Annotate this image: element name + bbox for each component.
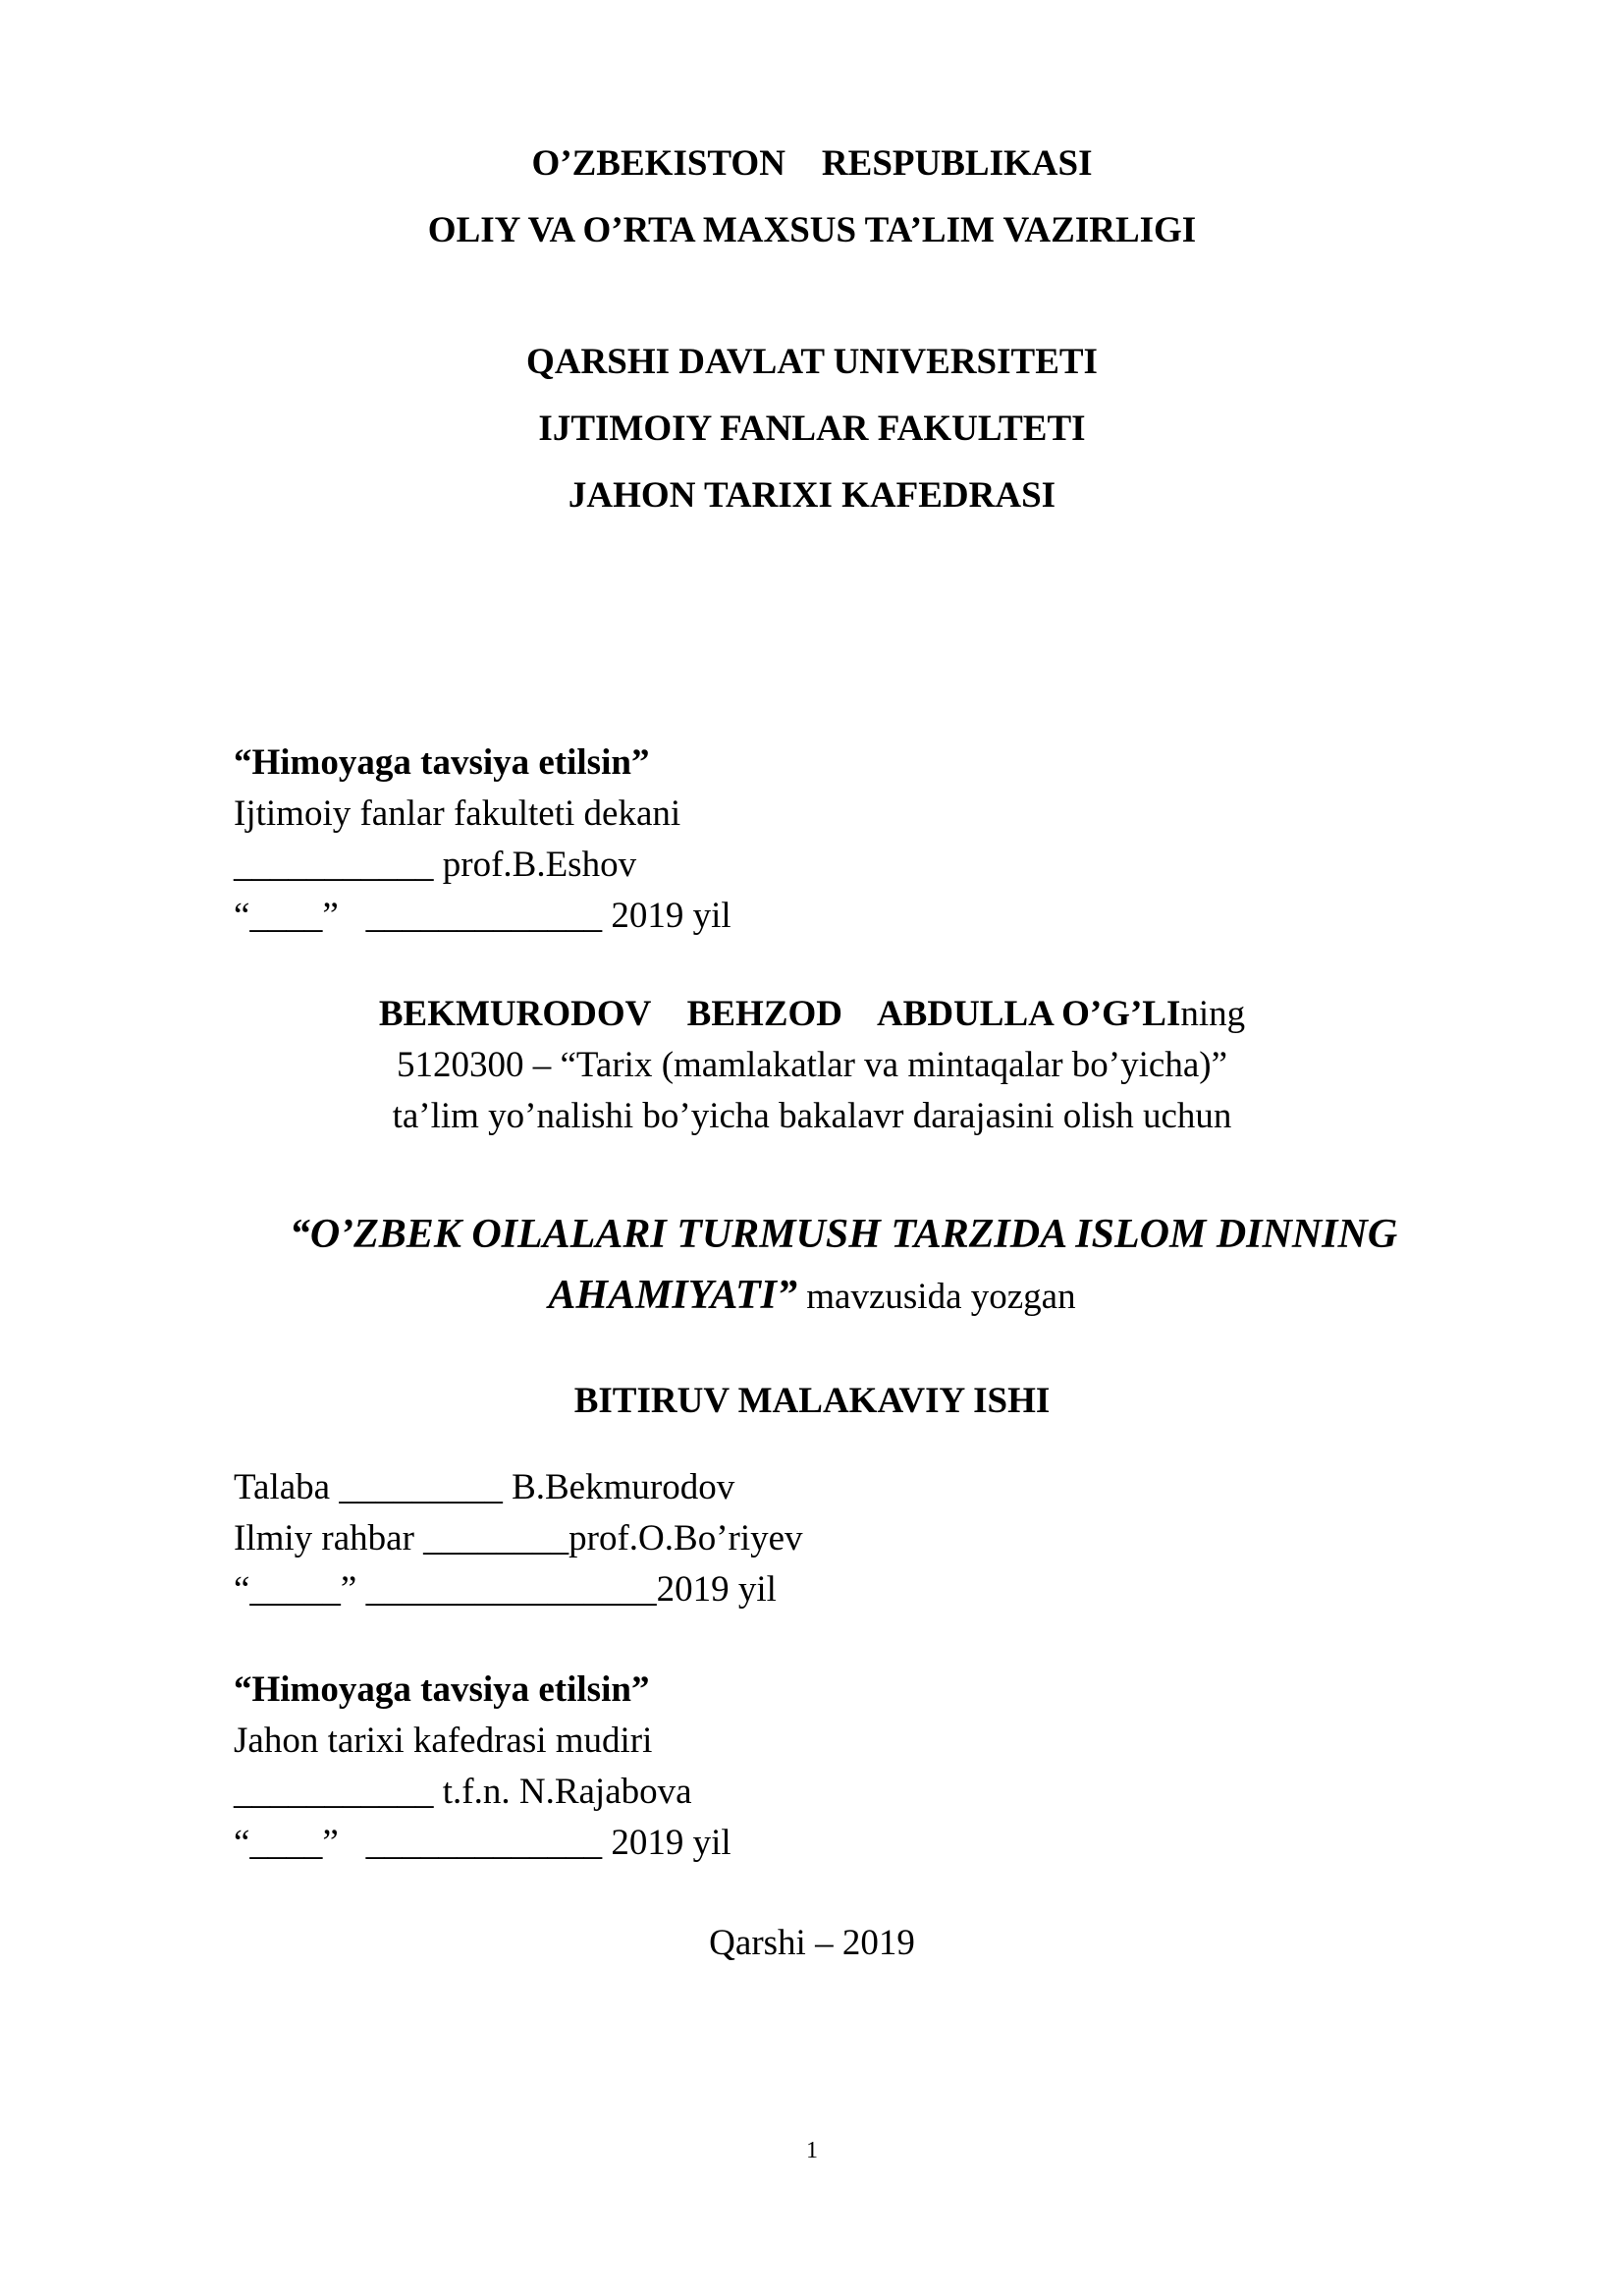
ministry-line-2: OLIY VA O’RTA MAXSUS TA’LIM VAZIRLIGI (427, 210, 1197, 250)
author-name-suffix: ning (1180, 994, 1246, 1034)
signatures-date: “_____” ________________2019 yil (234, 1569, 777, 1610)
ministry-line-1: O’ZBEKISTON RESPUBLIKASI (531, 143, 1093, 184)
dean-approval-heading: “Himoyaga tavsiya etilsin” (234, 742, 650, 783)
head-approval-date: “____” _____________ 2019 yil (234, 1823, 731, 1863)
head-position: Jahon tarixi kafedrasi mudiri (234, 1721, 653, 1761)
work-type: BITIRUV MALAKAVIY ISHI (573, 1381, 1051, 1421)
head-signature: ___________ t.f.n. N.Rajabova (234, 1772, 692, 1812)
university-name: QARSHI DAVLAT UNIVERSITETI (526, 342, 1098, 382)
place-year: Qarshi – 2019 (709, 1923, 915, 1963)
faculty-name: IJTIMOIY FANLAR FAKULTETI (538, 409, 1086, 449)
head-approval-heading: “Himoyaga tavsiya etilsin” (234, 1669, 650, 1710)
department-name: JAHON TARIXI KAFEDRASI (568, 475, 1056, 516)
dean-position: Ijtimoiy fanlar fakulteti dekani (234, 793, 681, 834)
student-signature: Talaba _________ B.Bekmurodov (234, 1467, 735, 1507)
dean-approval-date: “____” _____________ 2019 yil (234, 896, 731, 936)
supervisor-signature: Ilmiy rahbar ________prof.O.Bo’riyev (234, 1518, 803, 1558)
dean-signature: ___________ prof.B.Eshov (234, 845, 637, 885)
specialty-line: 5120300 – “Tarix (mamlakatlar va mintaqalar bo’yicha)” (396, 1045, 1227, 1085)
page-number: 1 (806, 2138, 818, 2163)
thesis-title-line-2 (0, 1275, 1624, 1316)
thesis-title-suffix: mavzusida yozgan (797, 1277, 1076, 1317)
thesis-title-line-1: “O’ZBEK OILALARI TURMUSH TARZIDA ISLOM DINNING (289, 1212, 1398, 1257)
author-line (0, 996, 1624, 1032)
author-name: BEKMURODOV BEHZOD ABDULLA O’G’LI (378, 994, 1181, 1034)
degree-purpose-line: ta’lim yo’nalishi bo’yicha bakalavr darajasini olish uchun (392, 1096, 1232, 1136)
thesis-title-end: AHAMIYATI” (548, 1273, 798, 1318)
